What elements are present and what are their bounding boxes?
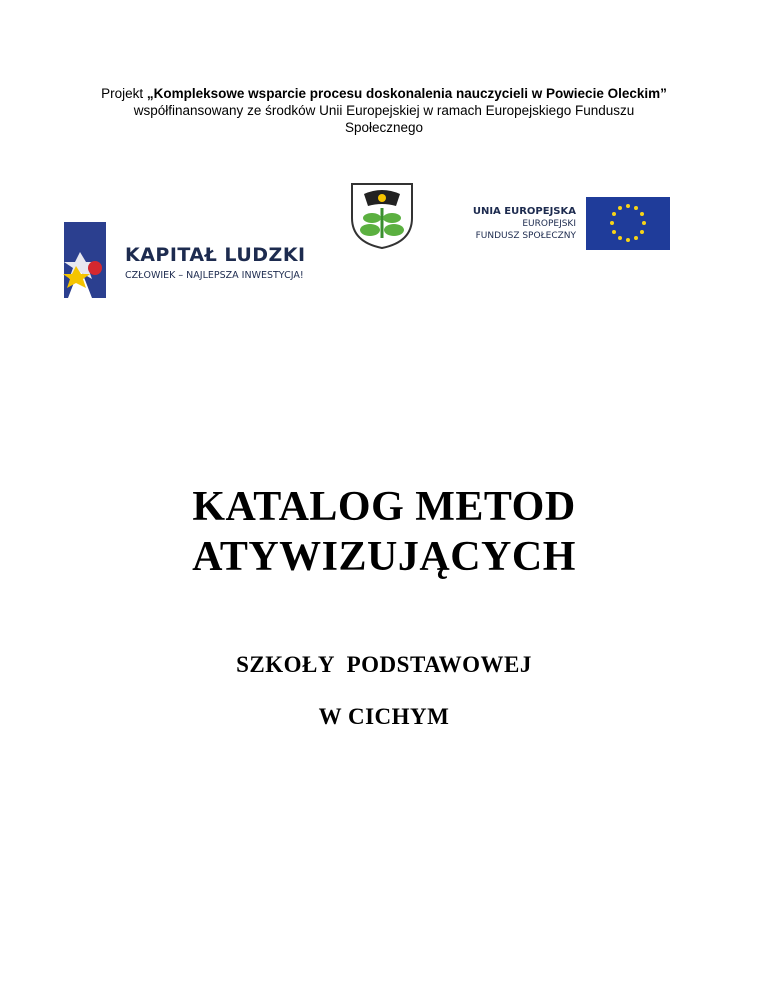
eu-fund-label-1: EUROPEJSKI [522, 219, 576, 229]
oleckie-county-crest-icon [348, 180, 416, 250]
eu-fund-label-2: FUNDUSZ SPOŁECZNY [475, 231, 576, 241]
title-line-1: KATALOG METOD [192, 484, 576, 530]
school-name-line-1: SZKOŁY PODSTAWOWEJ [236, 652, 532, 677]
eu-fund-text [454, 205, 576, 242]
eu-union-label: UNIA EUROPEJSKA [472, 206, 576, 217]
kapital-ludzki-title: KAPITAŁ LUDZKI [125, 244, 306, 266]
school-name-line-2: W CICHYM [318, 704, 450, 729]
kapital-ludzki-logo [62, 222, 312, 302]
project-name: „Kompleksowe wsparcie procesu doskonalenia nauczycieli w Powiecie Oleckim” [146, 86, 667, 101]
kapital-ludzki-icon [62, 222, 108, 298]
title-line-2: ATYWIZUJĄCYCH [192, 534, 576, 580]
project-header [100, 85, 668, 136]
kapital-ludzki-slogan: CZŁOWIEK – NAJLEPSZA INWESTYCJA! [125, 270, 304, 281]
header-prefix: Projekt [101, 86, 147, 101]
cofinancing-note: współfinansowany ze środków Unii Europejskiej w ramach Europejskiego Funduszu Społecznego [133, 103, 635, 135]
document-title [100, 482, 668, 582]
eu-flag-icon [586, 197, 670, 250]
